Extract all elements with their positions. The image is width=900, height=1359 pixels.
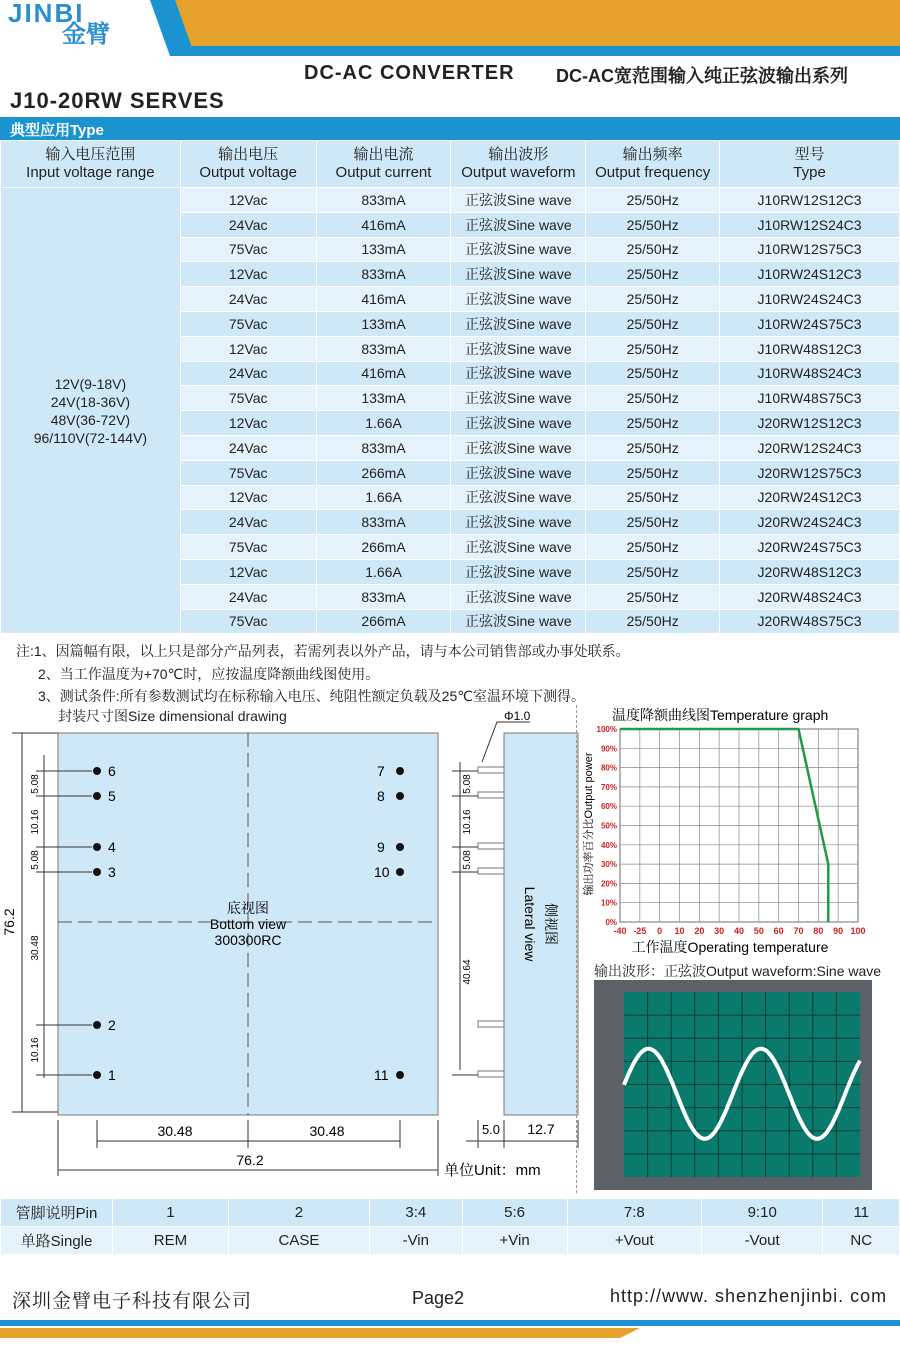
dim-width: 76.2 [236, 1152, 264, 1168]
subtitle-en: DC-AC CONVERTER [304, 62, 515, 84]
pin-cell: 1 [113, 1199, 229, 1227]
table-cell: 25/50Hz [586, 311, 720, 336]
table-cell: J20RW24S24C3 [720, 510, 900, 535]
table-cell: 25/50Hz [586, 584, 720, 609]
dim-height: 76.2 [1, 908, 17, 936]
table-cell: 24Vac [180, 212, 316, 237]
table-cell: 75Vac [180, 535, 316, 560]
pin-dot [93, 767, 101, 775]
pin-dot [93, 868, 101, 876]
table-cell: 75Vac [180, 460, 316, 485]
x-tick-label: 60 [773, 926, 784, 936]
temperature-chart [580, 700, 895, 965]
table-cell: 25/50Hz [586, 435, 720, 460]
input-range: 48V(36-72V) [50, 411, 131, 428]
pin-label: 1 [108, 1067, 116, 1083]
table-cell: 266mA [316, 460, 451, 485]
function-cell: NC [823, 1227, 900, 1255]
table-cell: 133mA [316, 237, 451, 262]
x-tick-label: 50 [753, 926, 764, 936]
table-cell: 正弦波Sine wave [451, 361, 586, 386]
pin-dot [396, 792, 404, 800]
table-cell: J10RW48S12C3 [720, 336, 900, 361]
table-cell: 25/50Hz [586, 188, 720, 213]
temp-chart-title: 温度降额曲线图Temperature graph [612, 707, 829, 723]
input-range: 12V(9-18V) [54, 375, 127, 392]
brand-logo-cn: 金臂 [62, 20, 110, 48]
table-cell: J10RW12S75C3 [720, 237, 900, 262]
pin-label: 9 [377, 839, 385, 855]
table-cell: 正弦波Sine wave [451, 559, 586, 584]
dim-half-right: 30.48 [309, 1123, 345, 1139]
pin-label: 6 [108, 763, 116, 779]
function-cell: +Vout [567, 1227, 701, 1255]
dim-4064: 40.64 [462, 959, 473, 985]
table-cell: 133mA [316, 386, 451, 411]
divider [576, 705, 577, 1193]
product-table [0, 140, 900, 634]
table-cell: 24Vac [180, 510, 316, 535]
table-cell: J10RW24S75C3 [720, 311, 900, 336]
x-tick-label: 100 [850, 926, 866, 936]
y-tick-label: 60% [600, 802, 617, 812]
y-tick-label: 70% [600, 782, 617, 792]
table-cell: J20RW12S75C3 [720, 460, 900, 485]
lateral-view-cn: 侧视图 [543, 903, 559, 945]
y-tick-label: 20% [600, 879, 617, 889]
pin-dot [396, 767, 404, 775]
case-code: 300300RC [214, 932, 282, 948]
dim-508-b: 5.08 [30, 850, 41, 870]
table-cell: 1.66A [316, 485, 451, 510]
function-row [1, 1227, 900, 1255]
subtitle-cn: DC-AC宽范围输入纯正弦波输出系列 [556, 66, 848, 86]
pin-cell: 2 [228, 1199, 369, 1227]
input-voltage-range-cell [1, 188, 181, 634]
dim-1016-a: 10.16 [30, 809, 41, 835]
y-tick-label: 40% [600, 840, 617, 850]
y-tick-label: 90% [600, 744, 617, 754]
pin-dot [93, 1071, 101, 1079]
pin-cell: 11 [823, 1199, 900, 1227]
table-cell: 833mA [316, 435, 451, 460]
table-cell: 12Vac [180, 485, 316, 510]
x-tick-label: 30 [714, 926, 725, 936]
header-type: 型号 Type [720, 141, 900, 188]
unit-label: 单位Unit：mm [444, 1162, 541, 1179]
table-cell: J20RW48S75C3 [720, 609, 900, 634]
table-cell: 133mA [316, 311, 451, 336]
table-cell: 75Vac [180, 609, 316, 634]
table-cell: 25/50Hz [586, 510, 720, 535]
type-band: 典型应用Type [0, 117, 900, 140]
table-cell: 12Vac [180, 411, 316, 436]
table-cell: J10RW24S12C3 [720, 262, 900, 287]
table-cell: 24Vac [180, 584, 316, 609]
dimensional-drawing [0, 700, 590, 1190]
table-cell: 266mA [316, 535, 451, 560]
header-output-voltage: 输出电压 Output voltage [180, 141, 316, 188]
temp-chart-ylabel: 输出功率百分比Output power [583, 752, 595, 896]
table-cell: 1.66A [316, 559, 451, 584]
input-range: 96/110V(72-144V) [33, 429, 148, 446]
table-cell: 24Vac [180, 361, 316, 386]
function-cell: -Vin [370, 1227, 462, 1255]
table-cell: 正弦波Sine wave [451, 336, 586, 361]
pin-cell: 5:6 [462, 1199, 567, 1227]
footer-page: Page2 [412, 1288, 465, 1308]
table-cell: J10RW24S24C3 [720, 287, 900, 312]
pin-cell: 3:4 [370, 1199, 462, 1227]
function-cell: REM [113, 1227, 229, 1255]
pin-dot [396, 1071, 404, 1079]
header-output-frequency: 输出频率 Output frequency [586, 141, 720, 188]
note-2: 2、当工作温度为+70℃时，应按温度降额曲线图使用。 [38, 666, 380, 682]
x-tick-label: 0 [657, 926, 663, 936]
table-cell: 24Vac [180, 287, 316, 312]
table-cell: 12Vac [180, 188, 316, 213]
function-cell: -Vout [701, 1227, 823, 1255]
table-cell: 833mA [316, 584, 451, 609]
table-cell: 正弦波Sine wave [451, 411, 586, 436]
table-cell: 正弦波Sine wave [451, 485, 586, 510]
table-cell: 833mA [316, 262, 451, 287]
pin-label: 4 [108, 839, 116, 855]
pin-label: 5 [108, 788, 116, 804]
pin-dot [93, 792, 101, 800]
table-cell: J20RW12S12C3 [720, 411, 900, 436]
table-cell: 25/50Hz [586, 212, 720, 237]
table-cell: 25/50Hz [586, 237, 720, 262]
table-cell: 12Vac [180, 336, 316, 361]
brand-logo: JINBI [8, 0, 85, 28]
waveform-scope [594, 980, 872, 1190]
table-cell: 25/50Hz [586, 559, 720, 584]
pin-label: 3 [108, 864, 116, 880]
drawing-title: 封装尺寸图Size dimensional drawing [58, 708, 287, 724]
table-cell: J10RW48S75C3 [720, 386, 900, 411]
table-cell: 25/50Hz [586, 287, 720, 312]
x-tick-label: 70 [793, 926, 804, 936]
table-cell: 25/50Hz [586, 535, 720, 560]
input-range: 24V(18-36V) [50, 393, 131, 410]
function-cell: +Vin [462, 1227, 567, 1255]
note-1: 注:1、因篇幅有限，以上只是部分产品列表，若需列表以外产品，请与本公司销售部或办事处联系。 [16, 643, 630, 659]
dim-pin-length: 5.0 [481, 1122, 501, 1137]
table-cell: 75Vac [180, 237, 316, 262]
pin-dot [93, 1021, 101, 1029]
table-cell: 25/50Hz [586, 262, 720, 287]
table-cell: 正弦波Sine wave [451, 435, 586, 460]
table-cell: 25/50Hz [586, 609, 720, 634]
table-cell: 25/50Hz [586, 361, 720, 386]
x-tick-label: 40 [733, 926, 745, 936]
temp-chart-xlabel: 工作温度Operating temperature [631, 939, 829, 955]
pin-label: 10 [374, 864, 390, 880]
dim-508-c: 5.08 [462, 774, 473, 794]
header-band [0, 0, 900, 60]
table-cell: J20RW24S75C3 [720, 535, 900, 560]
pin-dot [396, 843, 404, 851]
table-cell: 正弦波Sine wave [451, 287, 586, 312]
table-cell: 25/50Hz [586, 485, 720, 510]
table-cell: 24Vac [180, 435, 316, 460]
table-cell: J10RW12S12C3 [720, 188, 900, 213]
table-cell: 正弦波Sine wave [451, 188, 586, 213]
table-cell: 25/50Hz [586, 386, 720, 411]
table-cell: 833mA [316, 336, 451, 361]
waveform-title: 输出波形：正弦波Output waveform:Sine wave [594, 963, 882, 979]
pin-label: 11 [374, 1067, 389, 1083]
note-3: 3、测试条件:所有参数测试均在标称输入电压、纯阻性额定负载及25℃室温环境下测得。 [38, 688, 585, 704]
table-cell: J10RW48S24C3 [720, 361, 900, 386]
table-cell: 正弦波Sine wave [451, 237, 586, 262]
pin-diameter: Φ1.0 [504, 709, 531, 723]
table-row [1, 188, 900, 213]
lateral-pins [478, 767, 504, 1077]
table-cell: 正弦波Sine wave [451, 262, 586, 287]
pin-label: 7 [377, 763, 385, 779]
table-cell: 正弦波Sine wave [451, 584, 586, 609]
y-tick-label: 50% [600, 821, 617, 831]
y-tick-label: 100% [596, 725, 617, 734]
pin-cell: 9:10 [701, 1199, 823, 1227]
table-cell: 正弦波Sine wave [451, 609, 586, 634]
table-cell: 833mA [316, 188, 451, 213]
table-cell: 正弦波Sine wave [451, 311, 586, 336]
dim-thickness: 12.7 [527, 1121, 555, 1137]
footer-url[interactable]: http://www. shenzhenjinbi. com [610, 1286, 888, 1306]
dim-1016-b: 10.16 [30, 1037, 41, 1063]
footer-bar [0, 1318, 900, 1338]
x-tick-label: 20 [694, 926, 705, 936]
y-tick-label: 0% [605, 918, 617, 927]
pin-row-label: 管脚说明Pin [1, 1199, 113, 1227]
lateral-view-outline [504, 733, 578, 1115]
pin-dot [396, 868, 404, 876]
table-cell: 25/50Hz [586, 460, 720, 485]
table-cell: J20RW48S24C3 [720, 584, 900, 609]
header-input-voltage: 输入电压范围 Input voltage range [1, 141, 181, 188]
table-cell: 12Vac [180, 559, 316, 584]
table-cell: 75Vac [180, 311, 316, 336]
pin-label: 2 [108, 1017, 116, 1033]
x-tick-label: -40 [613, 926, 627, 936]
dim-508-a: 5.08 [30, 774, 41, 794]
table-cell: 正弦波Sine wave [451, 460, 586, 485]
x-tick-label: 10 [674, 926, 685, 936]
table-cell: 416mA [316, 212, 451, 237]
table-cell: 25/50Hz [586, 336, 720, 361]
table-cell: 25/50Hz [586, 411, 720, 436]
pin-table [0, 1198, 900, 1255]
dim-3048: 30.48 [30, 935, 41, 961]
table-cell: J20RW24S12C3 [720, 485, 900, 510]
table-cell: 416mA [316, 361, 451, 386]
x-tick-label: 90 [833, 926, 844, 936]
x-tick-label: -25 [633, 926, 647, 936]
table-cell: 833mA [316, 510, 451, 535]
table-cell: J10RW12S24C3 [720, 212, 900, 237]
table-cell: J20RW48S12C3 [720, 559, 900, 584]
table-cell: 1.66A [316, 411, 451, 436]
temp-chart-plot [597, 725, 866, 936]
table-cell: 正弦波Sine wave [451, 212, 586, 237]
table-cell: 416mA [316, 287, 451, 312]
header-output-current: 输出电流 Output current [316, 141, 451, 188]
table-cell: 12Vac [180, 262, 316, 287]
bottom-view-cn: 底视图 [227, 900, 269, 916]
table-cell: J20RW12S24C3 [720, 435, 900, 460]
function-cell: CASE [228, 1227, 369, 1255]
bottom-view-en: Bottom view [209, 916, 287, 932]
header-output-waveform: 输出波形 Output waveform [451, 141, 586, 188]
y-tick-label: 80% [600, 763, 617, 773]
series-title: J10-20RW SERVES [10, 88, 225, 113]
table-cell: 正弦波Sine wave [451, 386, 586, 411]
table-cell: 正弦波Sine wave [451, 510, 586, 535]
pin-dot [93, 843, 101, 851]
dim-508-d: 5.08 [462, 850, 473, 870]
dim-half-left: 30.48 [157, 1123, 193, 1139]
table-cell: 75Vac [180, 386, 316, 411]
pin-row [1, 1199, 900, 1227]
y-tick-label: 30% [600, 860, 617, 870]
table-cell: 266mA [316, 609, 451, 634]
pin-cell: 7:8 [567, 1199, 701, 1227]
lateral-view-en: Lateral view [522, 886, 538, 962]
footer-company: 深圳金臂电子科技有限公司 [12, 1291, 253, 1312]
table-cell: 正弦波Sine wave [451, 535, 586, 560]
y-tick-label: 10% [600, 898, 617, 908]
pin-label: 8 [377, 788, 385, 804]
table-header-row [1, 141, 900, 188]
x-tick-label: 80 [813, 926, 824, 936]
function-row-label: 单路Single [1, 1227, 113, 1255]
dim-1016-c: 10.16 [462, 809, 473, 835]
